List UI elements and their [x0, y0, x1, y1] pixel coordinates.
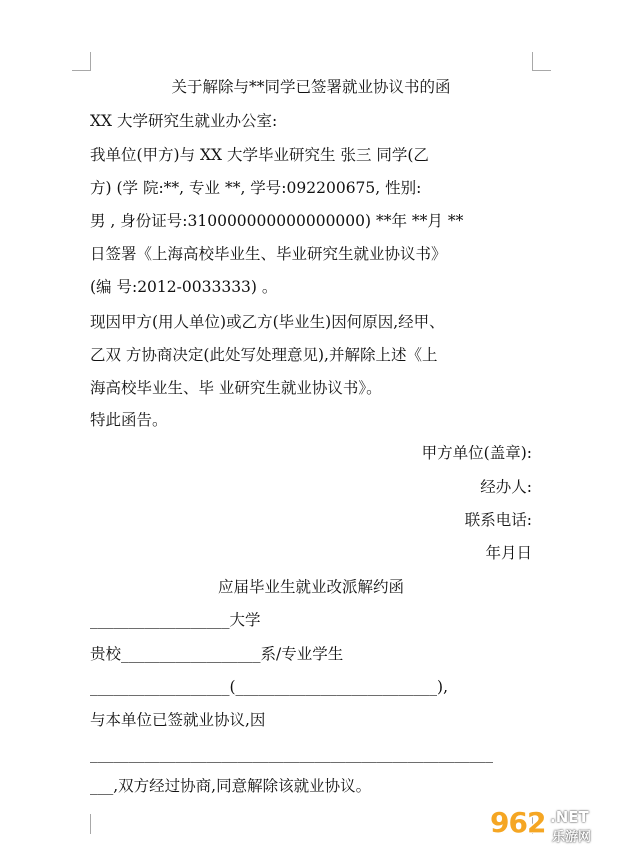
doc2-line-1: __________________大学 — [90, 611, 261, 629]
signature-unit: 甲方单位(盖章): — [421, 444, 532, 462]
doc2-line-2: 贵校__________________系/专业学生 — [90, 645, 344, 663]
doc1-line-8: 乙双 方协商决定(此处写处理意见),并解除上述《上 — [90, 346, 438, 364]
doc1-line-6: (编 号:2012-0033333) 。 — [90, 278, 278, 296]
doc1-line-4: 男 , 身份证号:310000000000000000) **年 **月 ** — [90, 212, 464, 230]
doc2-line-5: ____________________________________________________ — [90, 745, 493, 763]
watermark-suffix: .NET — [550, 808, 589, 826]
watermark-number: 962 — [490, 806, 546, 839]
doc2-line-3: __________________(__________________________), — [90, 678, 449, 696]
doc1-line-1: XX 大学研究生就业办公室: — [90, 112, 278, 130]
doc1-line-3: 方) (学 院:**, 专业 **, 学号:092200675, 性别: — [90, 179, 422, 197]
crop-mark-top-right — [532, 52, 551, 71]
doc1-line-9: 海高校毕业生、毕 业研究生就业协议书》。 — [90, 379, 382, 397]
doc2-line-4: 与本单位已签就业协议,因 — [90, 711, 266, 729]
site-watermark-logo — [490, 804, 622, 848]
crop-mark-bottom-left — [72, 814, 91, 834]
doc1-line-10: 特此函告。 — [90, 411, 168, 429]
signature-date: 年月日 — [485, 544, 532, 562]
doc1-line-7: 现因甲方(用人单位)或乙方(毕业生)因何原因,经甲、 — [90, 313, 445, 331]
doc2-line-6: ___,双方经过协商,同意解除该就业协议。 — [90, 777, 372, 795]
watermark-name: 乐游网 — [552, 830, 592, 845]
doc1-title: 关于解除与**同学已签署就业协议书的函 — [171, 78, 451, 96]
doc2-title: 应届毕业生就业改派解约函 — [217, 578, 404, 596]
signature-phone: 联系电话: — [464, 511, 532, 529]
doc1-line-5: 日签署《上海高校毕业生、毕业研究生就业协议书》 — [90, 245, 447, 263]
doc1-line-2: 我单位(甲方)与 XX 大学毕业研究生 张三 同学(乙 — [90, 146, 429, 164]
crop-mark-top-left — [72, 52, 91, 71]
signature-handler: 经办人: — [480, 478, 532, 496]
